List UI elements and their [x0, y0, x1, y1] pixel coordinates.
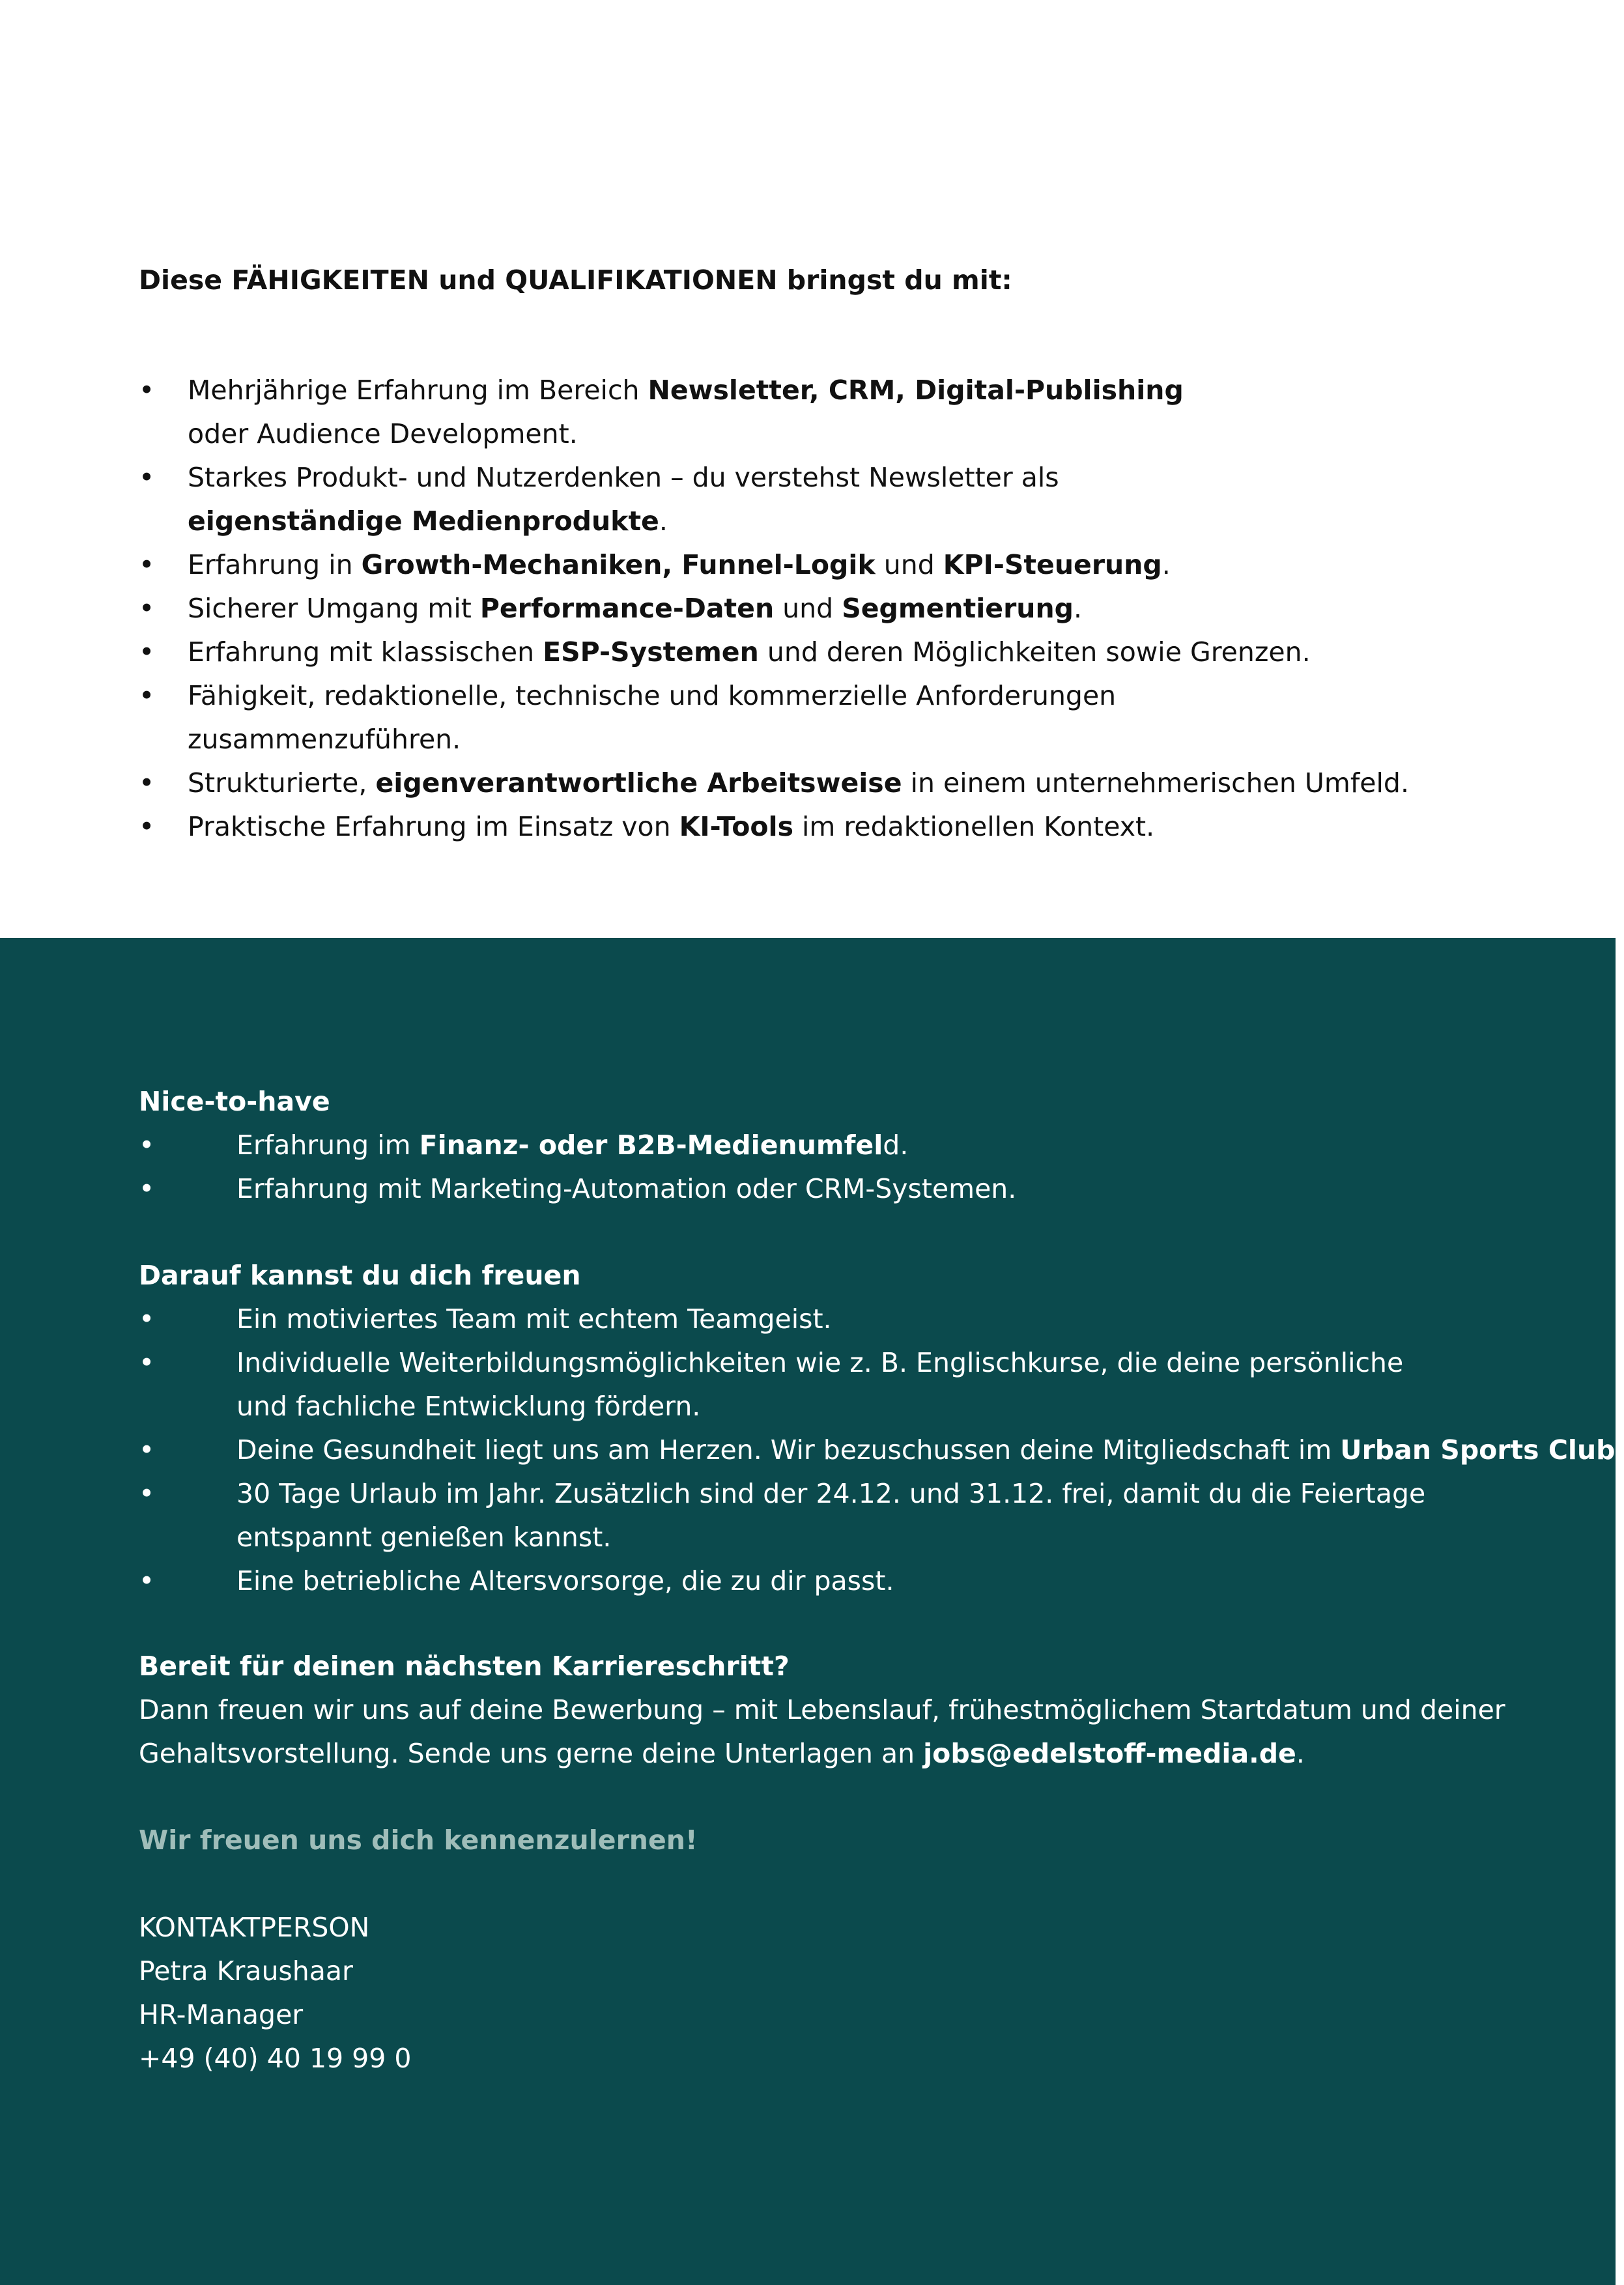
item-bold: Performance-Daten: [479, 593, 775, 624]
item-text: im redaktionellen Kontext.: [793, 811, 1155, 842]
item-text: und fachliche Entwicklung fördern.: [236, 1391, 701, 1422]
item-text: Deine Gesundheit liegt uns am Herzen. Wir bezuschussen deine Mitgliedschaft im: [236, 1434, 1341, 1466]
list-item: [139, 1428, 1624, 1472]
bullet: •: [139, 1478, 155, 1509]
list-item: [139, 674, 1507, 761]
item-bold: Segmentierung: [842, 593, 1074, 624]
item-text: .: [659, 505, 668, 537]
item-bold: Newsletter, CRM, Digital-Publishing: [648, 375, 1184, 406]
item-bold: eigenständige Medienprodukte: [188, 505, 659, 537]
list-item: [139, 543, 1507, 587]
bullet: •: [139, 1434, 155, 1466]
item-text: Strukturierte,: [188, 767, 376, 799]
item-text: und: [774, 593, 842, 624]
item-text: 30 Tage Urlaub im Jahr. Zusätzlich sind der 24.12. und 31.12. frei, damit du die Feiertage: [236, 1478, 1426, 1509]
nice-to-have-block: [139, 1080, 1572, 1211]
bullet: •: [139, 593, 155, 624]
item-bold: KI-Tools: [679, 811, 793, 842]
contact-phone[interactable]: +49 (40) 40 19 99 0: [139, 2043, 412, 2074]
item-text: und deren Möglichkeiten sowie Grenzen.: [758, 636, 1311, 668]
item-text: .: [1161, 549, 1171, 580]
item-bold: ESP-Systemen: [543, 636, 759, 668]
list-item: [139, 1167, 1572, 1211]
item-bold: Urban Sports Club: [1340, 1434, 1616, 1466]
item-text: Individuelle Weiterbildungsmöglichkeiten wie z. B. Englischkurse, die deine persönliche: [236, 1347, 1404, 1378]
list-item: [139, 1472, 1572, 1559]
list-item: [139, 369, 1507, 456]
nice-to-have-title: Nice-to-have: [139, 1086, 330, 1117]
qualifications-heading: Diese FÄHIGKEITEN und QUALIFIKATIONEN bringst du mit:: [139, 264, 1012, 296]
list-item: [139, 805, 1507, 849]
bullet: •: [139, 1303, 155, 1335]
bullet: •: [139, 636, 155, 668]
closing-block: [139, 1819, 1572, 1862]
list-item: [139, 1124, 1572, 1167]
closing-text: Wir freuen uns dich kennenzulernen!: [139, 1824, 698, 1856]
item-text: Mehrjährige Erfahrung im Bereich: [188, 375, 648, 406]
item-text: Fähigkeit, redaktionelle, technische und kommerzielle Anforderungen: [188, 680, 1117, 711]
item-bold: Finanz- oder B2B-Medienumfel: [419, 1129, 883, 1161]
cta-text: [139, 1688, 1572, 1776]
item-text: .: [1074, 593, 1083, 624]
nice-to-have-list: [139, 1124, 1572, 1211]
item-text: entspannt genießen kannst.: [236, 1522, 612, 1553]
benefits-block: [139, 1254, 1624, 1603]
item-bold: eigenverantwortliche Arbeitsweise: [375, 767, 902, 799]
item-text: Ein motiviertes Team mit echtem Teamgeist.: [236, 1303, 832, 1335]
item-text: zusammenzuführen.: [188, 724, 461, 755]
benefits-title: Darauf kannst du dich freuen: [139, 1260, 581, 1291]
item-text: Erfahrung im: [236, 1129, 420, 1161]
list-item: [139, 761, 1507, 805]
contact-block: [139, 1906, 1572, 2080]
bullet: •: [139, 1565, 155, 1597]
contact-label: KONTAKTPERSON: [139, 1912, 370, 1943]
benefits-list: [139, 1298, 1624, 1603]
item-text: Erfahrung in: [188, 549, 362, 580]
list-item: [139, 587, 1507, 631]
item-text: Starkes Produkt- und Nutzerdenken – du verstehst Newsletter als: [188, 462, 1059, 493]
list-item: [139, 1341, 1572, 1428]
bullet: •: [139, 1129, 155, 1161]
cta-title: Bereit für deinen nächsten Karriereschritt?: [139, 1651, 790, 1682]
item-bold: KPI-Steuerung: [943, 549, 1162, 580]
item-text: .: [1615, 1434, 1624, 1466]
contact-name: Petra Kraushaar: [139, 1955, 353, 1987]
bullet: •: [139, 811, 155, 842]
item-text: d.: [883, 1129, 909, 1161]
item-text: Eine betriebliche Altersvorsorge, die zu dir passt.: [236, 1565, 894, 1597]
list-item: [139, 631, 1507, 674]
list-item: [139, 456, 1507, 543]
bullet: •: [139, 1347, 155, 1378]
list-item: [139, 1298, 1572, 1341]
bullet: •: [139, 680, 155, 711]
contact-role: HR-Manager: [139, 1999, 304, 2030]
item-text: Erfahrung mit klassischen: [188, 636, 543, 668]
bullet: •: [139, 549, 155, 580]
cta-block: [139, 1645, 1572, 1776]
item-text: und: [875, 549, 943, 580]
item-bold: Growth-Mechaniken, Funnel-Logik: [361, 549, 876, 580]
cta-line: Gehaltsvorstellung. Sende uns gerne deine Unterlagen an: [139, 1738, 924, 1769]
qualifications-list: [139, 369, 1507, 849]
cta-line: Dann freuen wir uns auf deine Bewerbung – mit Lebenslauf, frühestmöglichem Startdatum und deiner: [139, 1694, 1505, 1725]
qualifications-section: [0, 0, 1616, 938]
item-text: Praktische Erfahrung im Einsatz von: [188, 811, 679, 842]
details-panel: [0, 938, 1624, 2285]
bullet: •: [139, 462, 155, 493]
bullet: •: [139, 375, 155, 406]
list-item: [139, 1559, 1572, 1603]
bullet: •: [139, 767, 155, 799]
item-text: oder Audience Development.: [188, 418, 578, 449]
email-link[interactable]: jobs@edelstoff-media.de: [923, 1738, 1296, 1769]
item-text: in einem unternehmerischen Umfeld.: [902, 767, 1409, 799]
bullet: •: [139, 1173, 155, 1204]
cta-line: .: [1296, 1738, 1305, 1769]
item-text: Sicherer Umgang mit: [188, 593, 480, 624]
item-text: Erfahrung mit Marketing-Automation oder CRM-Systemen.: [236, 1173, 1017, 1204]
